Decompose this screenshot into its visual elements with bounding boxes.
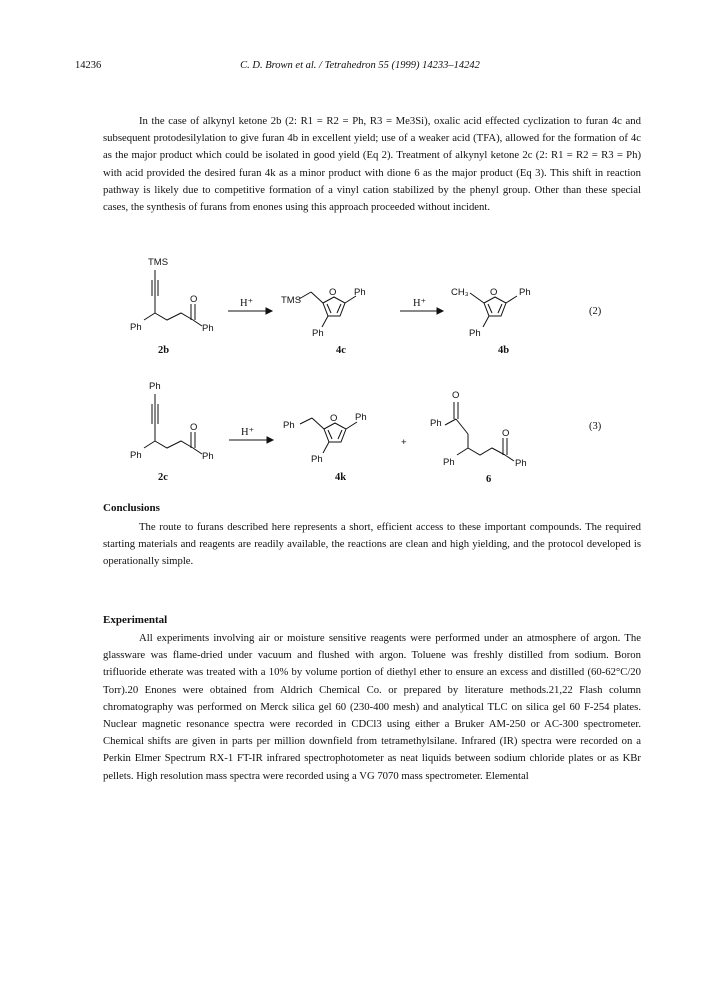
tms-substituent: TMS — [281, 295, 302, 306]
compound-label-4k: 4k — [335, 472, 347, 483]
conclusions-heading: Conclusions — [103, 502, 160, 514]
compound-4b-structure — [451, 287, 531, 356]
running-head: C. D. Brown et al. / Tetrahedron 55 (1999) 14233–14242 — [240, 60, 480, 71]
compound-label-6: 6 — [486, 474, 492, 485]
compound-label-2b: 2b — [158, 345, 170, 356]
compound-6-structure — [430, 390, 527, 485]
furan-oxygen: O — [330, 413, 338, 424]
page-number: 14236 — [75, 60, 102, 71]
compound-4c-structure — [281, 287, 366, 356]
phenyl-top: Ph — [430, 418, 442, 429]
intro-text: In the case of alkynyl ketone 2b (2: R1 = R2 = Ph, R3 = Me3Si), oxalic acid effected cyclization to furan 4c and subsequent protodesilylation to give furan 4b in excellent yield; use of a weaker acid (TFA), allowed for the formation of 4c as the major product which could be isolated in good yield (Eq 2). Treatment of alkynyl ketone 2c (2: R1 = R2 = R3 = Ph) with acid provided the desired furan 4k as a minor product with dione 6 as the major product (Eq 3). This shift in reaction pathway is likely due to competitive formation of a vinyl cation stabilized by the phenyl group. Other than these special cases, the synthesis of furans from enones using this approach proceeded without incident. — [103, 115, 641, 214]
compound-label-2c: 2c — [158, 472, 168, 483]
scheme-eq3 — [130, 381, 602, 485]
reagent-acid: H⁺ — [241, 427, 255, 438]
experimental-paragraph — [103, 630, 641, 785]
compound-4k-structure — [283, 412, 367, 483]
experimental-heading: Experimental — [103, 614, 168, 626]
phenyl-left: Ph — [130, 450, 142, 461]
conclusions-text: The route to furans described here represents a short, efficient access to these important compounds. The required starting materials and reagents are readily available, the reactions are clean and high yielding, and the protocol developed is operationally simple. — [103, 521, 641, 568]
benzyl-phenyl: Ph — [283, 420, 295, 431]
compound-label-4c: 4c — [336, 345, 346, 356]
equation-number-2: (2) — [589, 306, 602, 317]
phenyl-right: Ph — [354, 287, 366, 298]
phenyl-bottom: Ph — [311, 454, 323, 465]
phenyl-left: Ph — [130, 322, 142, 333]
compound-label-4b: 4b — [498, 345, 510, 356]
conclusions-paragraph — [103, 519, 641, 571]
phenyl-right: Ph — [355, 412, 367, 423]
ketone-oxygen: O — [190, 294, 198, 305]
carbonyl-oxygen-top: O — [452, 390, 460, 401]
compound-2c-structure — [130, 381, 214, 483]
experimental-text: All experiments involving air or moisture sensitive reagents were performed under an atmosphere of argon. The glassware was flame-dried under vacuum and flushed with argon. Toluene was freshly distilled from sodium. Boron trifluoride etherate was treated with a 10% by volume portion of diethyl ether to ensure an excess and distilled (60-62°C/20 Torr).20 Enones were obtained from Aldrich Chemical Co. or prepared by literature methods.21,22 Flash column chromatography was performed on Merck silica gel 60 (230-400 mesh) and analytical TLC on silica gel 60 F-254 plates. Nuclear magnetic resonance spectra were recorded in CDCl3 using either a Bruker AM-250 or AC-300 spectrometer. Chemical shifts are given in parts per million downfield from tetramethylsilane. Infrared (IR) spectra were recorded on a Perkin Elmer Spectrum RX-1 FT-IR infrared spectrophotometer as neat liquids between sodium chloride plates or as KBr pellets. High resolution mass spectra were recorded using a VG 7070 mass spectrometer. Elemental — [103, 632, 641, 782]
phenyl-right: Ph — [202, 451, 214, 462]
reagent-acid: H⁺ — [240, 298, 254, 309]
equation-number-3: (3) — [589, 421, 602, 432]
plus-sign: + — [401, 437, 407, 448]
phenyl-bottom: Ph — [469, 328, 481, 339]
methyl-substituent: CH₃ — [451, 287, 469, 298]
phenyl-right: Ph — [202, 323, 214, 334]
carbonyl-oxygen-right: O — [502, 428, 510, 439]
compound-2b-structure — [130, 257, 214, 356]
phenyl-bottom: Ph — [312, 328, 324, 339]
phenyl-right: Ph — [519, 287, 531, 298]
scheme-eq2 — [130, 257, 602, 356]
reagent-acid-2: H⁺ — [413, 298, 427, 309]
phenyl-right: Ph — [515, 458, 527, 469]
phenyl-top: Ph — [149, 381, 161, 392]
intro-paragraph — [103, 113, 641, 216]
furan-oxygen: O — [490, 287, 498, 298]
phenyl-left: Ph — [443, 457, 455, 468]
ketone-oxygen: O — [190, 422, 198, 433]
furan-oxygen: O — [329, 287, 337, 298]
tms-label: TMS — [148, 257, 169, 268]
